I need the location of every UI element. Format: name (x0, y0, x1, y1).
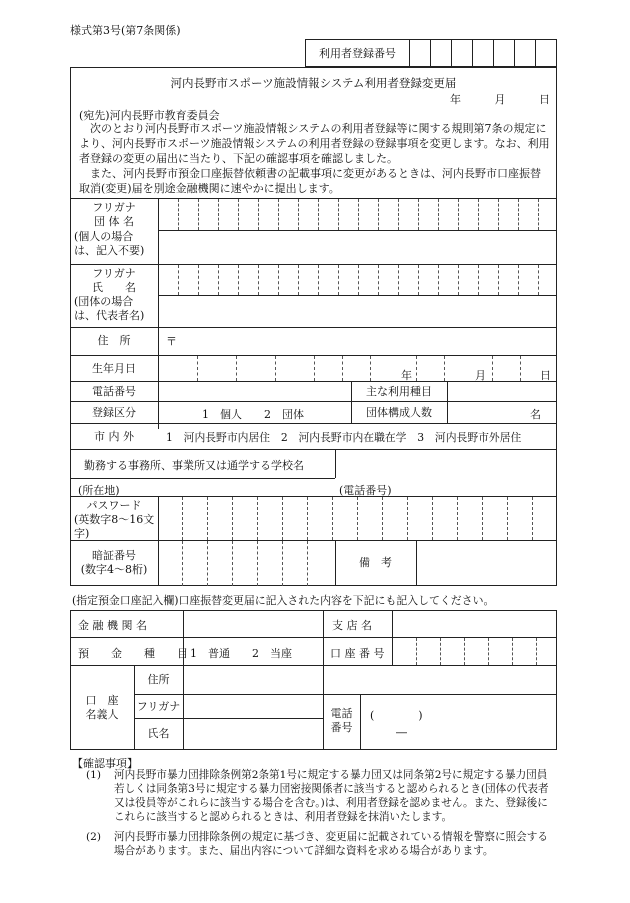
birth-month-unit: 月 (475, 369, 486, 382)
deposit-type-options[interactable]: 1 普通 2 当座 (190, 647, 292, 660)
residence-options[interactable]: 1 河内長野市内居住 2 河内長野市内在職在学 3 河内長野市外居住 (166, 431, 522, 444)
date-year-unit: 年 (450, 93, 461, 106)
phone-input[interactable] (160, 383, 349, 399)
group-name-label: 団 体 名 (94, 215, 134, 228)
residence-label: 市 内 外 (94, 430, 134, 443)
password-note: (英数字8～16文字) (74, 513, 155, 540)
workplace-phone-label: (電話番号) (339, 484, 392, 497)
person-name-note: (団体の場合は、代表者名) (74, 295, 145, 322)
registration-number-box (305, 39, 557, 67)
bank-institution-label: 金 融 機 関 名 (78, 619, 147, 632)
date-day-unit: 日 (539, 93, 550, 106)
bank-branch-label: 支 店 名 (332, 619, 372, 632)
bank-branch-input[interactable] (394, 612, 555, 635)
birth-date-label: 生年月日 (92, 362, 136, 375)
main-use-label: 主な利用種目 (366, 385, 432, 398)
pin-note: (数字4～8桁) (80, 563, 148, 576)
remarks-label: 備 考 (359, 556, 392, 569)
members-unit: 名 (530, 408, 541, 421)
postal-mark: 〒 (166, 335, 177, 348)
holder-phone-dash: ― (396, 726, 407, 739)
addressee: (宛先)河内長野市教育委員会 (79, 109, 220, 122)
person-furigana-label: フリガナ (92, 267, 136, 280)
deposit-type-label: 預 金 種 目 (78, 647, 188, 660)
registration-number-cells[interactable] (410, 40, 556, 66)
bank-change-paragraph: また、河内長野市預金口座振替依頼書の記載事項に変更があるときは、河内長野市口座振替取消(変更)届を別途金融機関に速やかに提出します。 (79, 167, 541, 195)
form-title: 河内長野市スポーツ施設情報システム利用者登録変更届 (170, 76, 457, 90)
note-text: 河内長野市暴力団排除条例第2条第1号に規定する暴力団又は同条第2号に規定する暴力団員若しくは同条第3号に規定する暴力団密接関係者に該当すると認められるとき(団体の代表者又は役員等がこれらに該当する場合を含む。)は、利用者登録を認めません。また、登録後にこれらに該当すると認められるときは、利用者登録を抹消いたします。 (114, 769, 549, 823)
form-number: 様式第3号(第7条関係) (70, 24, 181, 37)
submission-date[interactable] (450, 91, 550, 107)
holder-phone-format[interactable]: ( ) (370, 709, 423, 722)
birth-day-unit: 日 (540, 369, 551, 382)
person-name-label: 氏 名 (92, 281, 136, 294)
note-number: (1) (86, 769, 102, 781)
holder-phone-label: 電話 番号 (330, 707, 353, 734)
note-number: (2) (86, 831, 102, 843)
note-text: 河内長野市暴力団排除条例の規定に基づき、変更届に記載されている情報を警察に照会する場合があります。また、届出内容について詳細な資料を求める場合があります。 (114, 831, 548, 857)
birth-year-unit: 年 (401, 369, 412, 382)
address-input[interactable] (180, 329, 555, 353)
group-name-note: (個人の場合は、記入不要) (74, 230, 145, 257)
address-label: 住 所 (97, 334, 131, 347)
declaration-paragraph: 次のとおり河内長野市スポーツ施設情報システムの利用者登録等に関する規則第7条の規定により、河内長野市スポーツ施設情報システムの利用者登録の登録事項を変更します。なお、利用者登録の変更の届出に当たり、下記の確認事項を確認しました。 (79, 122, 550, 165)
account-number-label: 口 座 番 号 (330, 647, 385, 660)
holder-name-label: 氏名 (147, 727, 170, 740)
date-month-unit: 月 (494, 93, 506, 106)
holder-address-label: 住所 (147, 673, 170, 686)
pin-label: 暗証番号 (92, 549, 136, 562)
bank-institution-input[interactable] (185, 612, 321, 635)
workplace-location-label: (所在地) (78, 484, 120, 497)
note-item (86, 830, 550, 862)
phone-label: 電話番号 (92, 385, 136, 398)
note-item (86, 768, 550, 828)
members-label: 団体構成人数 (366, 406, 432, 419)
holder-furigana-label: フリガナ (136, 700, 181, 713)
group-furigana-label: フリガナ (92, 201, 136, 214)
registration-number-label: 利用者登録番号 (306, 40, 410, 66)
designated-account-note: (指定預金口座記入欄)口座振替変更届に記入された内容を下記にも記入してください。 (72, 594, 495, 607)
notes-title: 【確認事項】 (72, 757, 138, 770)
account-holder-label: 口 座 名義人 (85, 694, 119, 721)
registration-type-options[interactable]: 1 個人 2 団体 (202, 408, 304, 421)
registration-type-label: 登録区分 (92, 406, 136, 419)
password-label: パスワード (86, 499, 142, 512)
workplace-label: 勤務する事務所、事業所又は通学する学校名 (84, 459, 304, 472)
